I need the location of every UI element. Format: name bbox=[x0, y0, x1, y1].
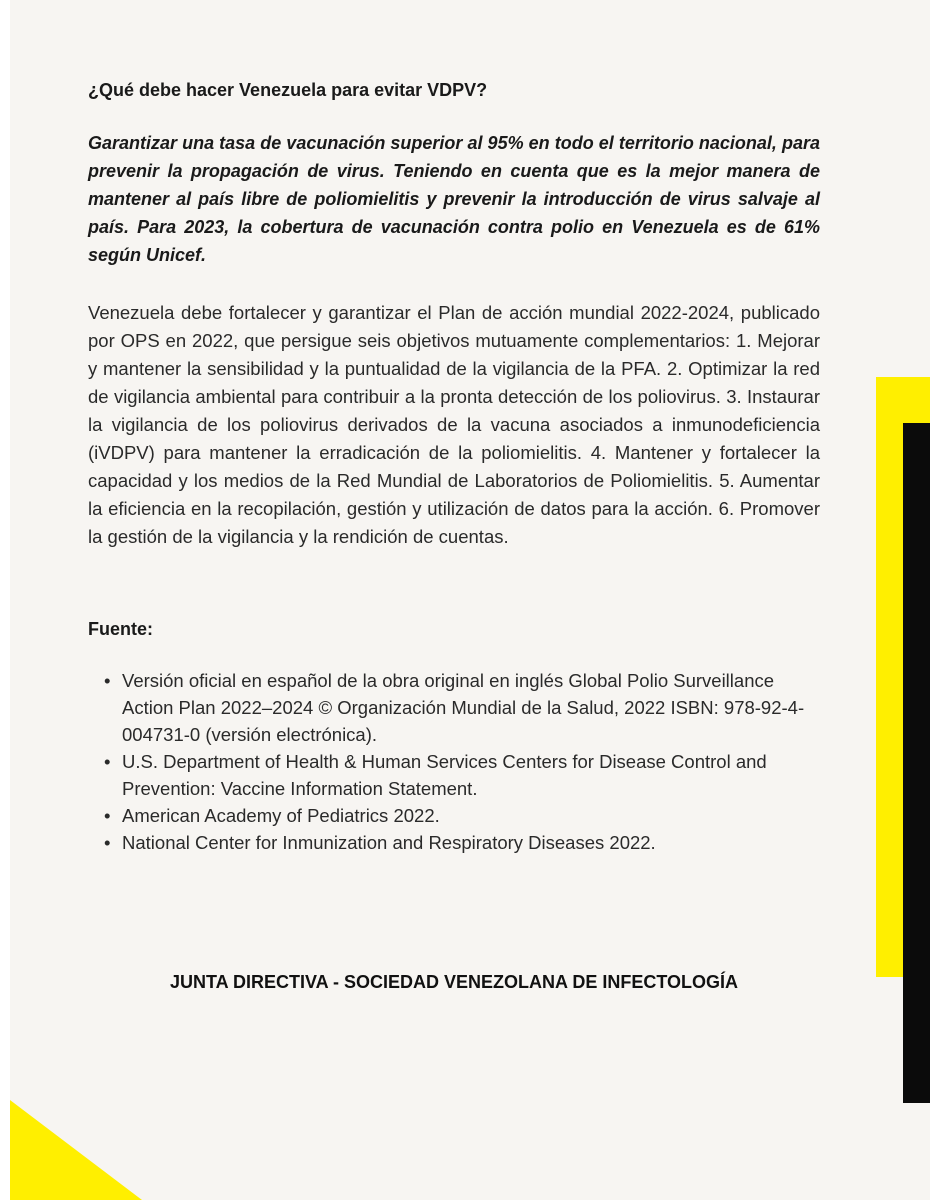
yellow-corner-triangle bbox=[10, 1100, 142, 1200]
lead-paragraph: Garantizar una tasa de vacunación superior al 95% en todo el territorio nacional, para prevenir la propagación de virus. Teniendo en cuenta que es la mejor manera de mantener al país libre de poliomielitis y prevenir la introducción de virus salvaje al país. Para 2023, la cobertura de vacunación contra polio en Venezuela es de 61% según Unicef. bbox=[88, 133, 820, 265]
question-heading: ¿Qué debe hacer Venezuela para evitar VDPV? bbox=[88, 80, 488, 100]
footer-signature: JUNTA DIRECTIVA - SOCIEDAD VENEZOLANA DE INFECTOLOGÍA bbox=[169, 972, 739, 992]
body-paragraph: Venezuela debe fortalecer y garantizar el Plan de acción mundial 2022-2024, publicado por OPS en 2022, que persigue seis objetivos mutuamente complementarios: 1. Mejorar y mantener la sensibilidad y la puntualidad de la vigilancia de la PFA. 2. Optimizar la red de vigilancia ambiental para contribuir a la pronta detección de los poliovirus. 3. Instaurar la vigilancia de los poliovirus derivados de la vacuna asociados a inmunodeficiencia (iVDPV) para mantener la erradicación de la poliomielitis. 4. Mantener y fortalecer la capacidad y los medios de la Red Mundial de Laboratorios de Poliomielitis. 5. Aumentar la eficiencia en la recopilación, gestión y utilización de datos para la acción. 6. Promover la gestión de la vigilancia y la rendición de cuentas. bbox=[88, 302, 820, 547]
source-text: National Center for Inmunization and Respiratory Diseases 2022. bbox=[122, 832, 656, 853]
sources-heading: Fuente: bbox=[88, 619, 153, 639]
bullet-icon: • bbox=[104, 805, 111, 826]
bullet-icon: • bbox=[104, 670, 111, 691]
source-text: American Academy of Pediatrics 2022. bbox=[122, 805, 440, 826]
source-item bbox=[88, 748, 820, 802]
document-content bbox=[88, 77, 820, 856]
source-item bbox=[88, 667, 820, 748]
source-item bbox=[88, 829, 820, 856]
bullet-icon: • bbox=[104, 751, 111, 772]
bullet-icon: • bbox=[104, 832, 111, 853]
sources-list bbox=[88, 667, 820, 856]
source-text: Versión oficial en español de la obra original en inglés Global Polio Surveillance Action Plan 2022–2024 © Organización Mundial de la Salud, 2022 ISBN: 978-92-4-004731-0 (versión electrónica). bbox=[122, 670, 805, 745]
source-item bbox=[88, 802, 820, 829]
black-decorative-bar bbox=[903, 423, 930, 1103]
source-text: U.S. Department of Health & Human Services Centers for Disease Control and Prevention: Vaccine Information Statement. bbox=[122, 751, 767, 799]
